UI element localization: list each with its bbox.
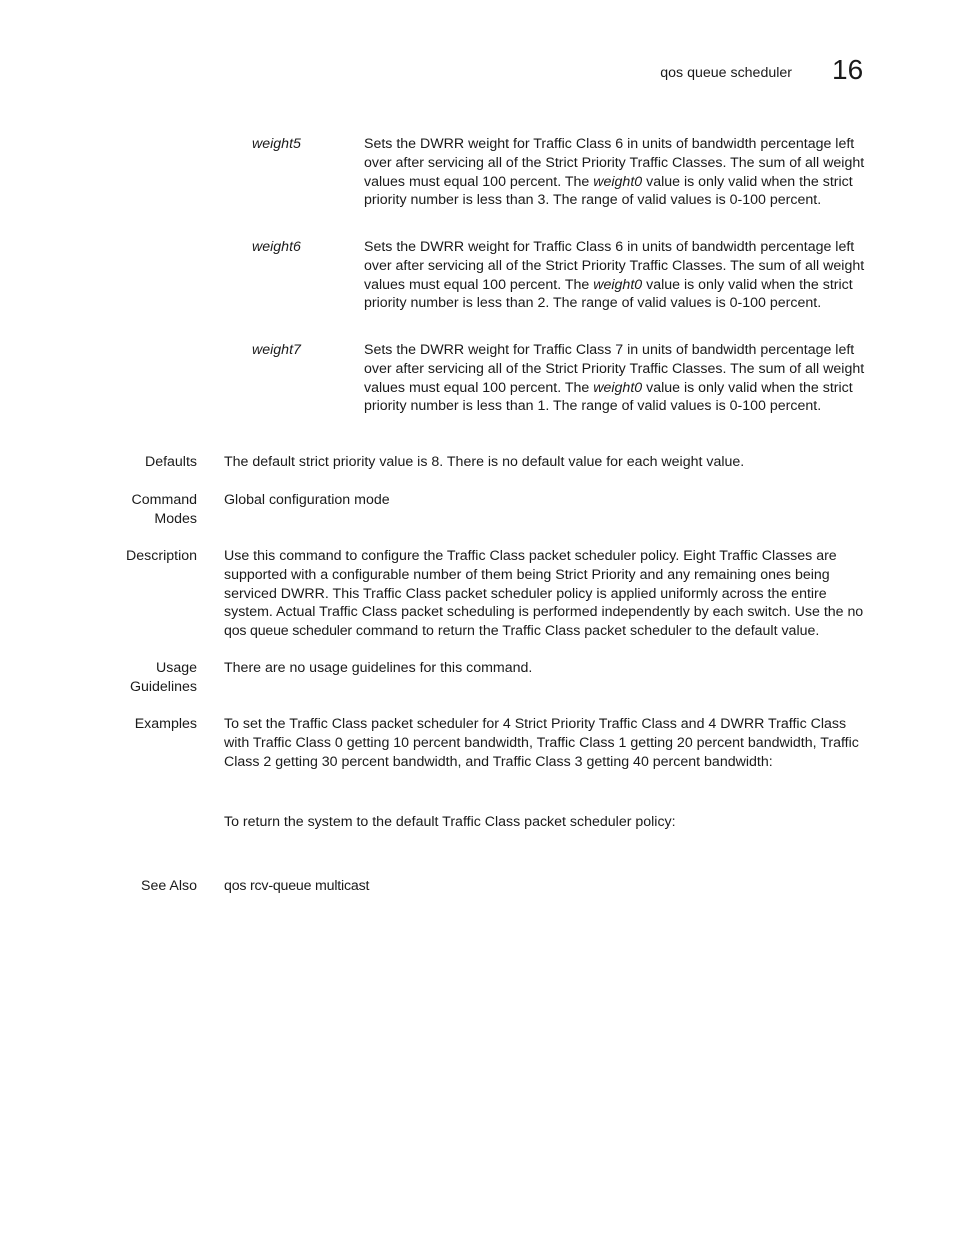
- param-name: weight6: [252, 239, 301, 255]
- section-label: Usage Guidelines: [129, 660, 197, 695]
- section-body: The default strict priority value is 8. There is no default value for each weight value.: [224, 454, 745, 470]
- section-label: See Also: [140, 878, 197, 894]
- section-label: Command Modes: [131, 492, 197, 527]
- command-reference: no qos queue scheduler: [224, 604, 863, 640]
- section-label: Examples: [134, 716, 197, 732]
- param-name: weight5: [252, 136, 301, 152]
- section-body: Use this command to configure the Traffic Class packet scheduler policy. Eight Traffic Classes are supported with a configurable number of them being Strict Priority and any remaining ones being serviced DWRR. This Traffic Class packet scheduler policy is applied uniformly across the entire system. Actual Traffic Class packet scheduling is performed independently by each switch. Use the no qos queue scheduler command to return the Traffic Class packet scheduler to the default value.: [224, 548, 863, 640]
- section-body: To set the Traffic Class packet scheduler for 4 Strict Priority Traffic Class and 4 DWRR Traffic Class with Traffic Class 0 getting 10 percent bandwidth, Traffic Class 1 getting 20 percent bandwidth, Traffic Class 2 getting 30 percent bandwidth, and Traffic Class 3 getting 40 percent bandwidth:: [224, 716, 859, 770]
- param-description: Sets the DWRR weight for Traffic Class 6 in units of bandwidth percentage left over after servicing all of the Strict Priority Traffic Classes. The sum of all weight values must equal 100 percent. The weight0 value is only valid when the strict priority number is less than 2. The range of valid values is 0-100 percent.: [364, 239, 865, 312]
- chapter-number: 16: [832, 54, 864, 85]
- section-label: Description: [126, 548, 197, 564]
- section-label: Defaults: [144, 454, 197, 470]
- running-header-title: qos queue scheduler: [660, 65, 792, 81]
- param-name: weight7: [252, 342, 301, 358]
- param-description: Sets the DWRR weight for Traffic Class 6 in units of bandwidth percentage left over after servicing all of the Strict Priority Traffic Classes. The sum of all weight values must equal 100 percent. The weight0 value is only valid when the strict priority number is less than 3. The range of valid values is 0-100 percent.: [364, 136, 865, 209]
- section-body: Global configuration mode: [224, 492, 390, 508]
- see-also-link[interactable]: qos rcv-queue multicast: [224, 878, 370, 894]
- section-body: To return the system to the default Traffic Class packet scheduler policy:: [224, 814, 676, 830]
- param-description: Sets the DWRR weight for Traffic Class 7 in units of bandwidth percentage left over after servicing all of the Strict Priority Traffic Classes. The sum of all weight values must equal 100 percent. The weight0 value is only valid when the strict priority number is less than 1. The range of valid values is 0-100 percent.: [364, 342, 865, 415]
- section-body: There are no usage guidelines for this command.: [224, 660, 533, 676]
